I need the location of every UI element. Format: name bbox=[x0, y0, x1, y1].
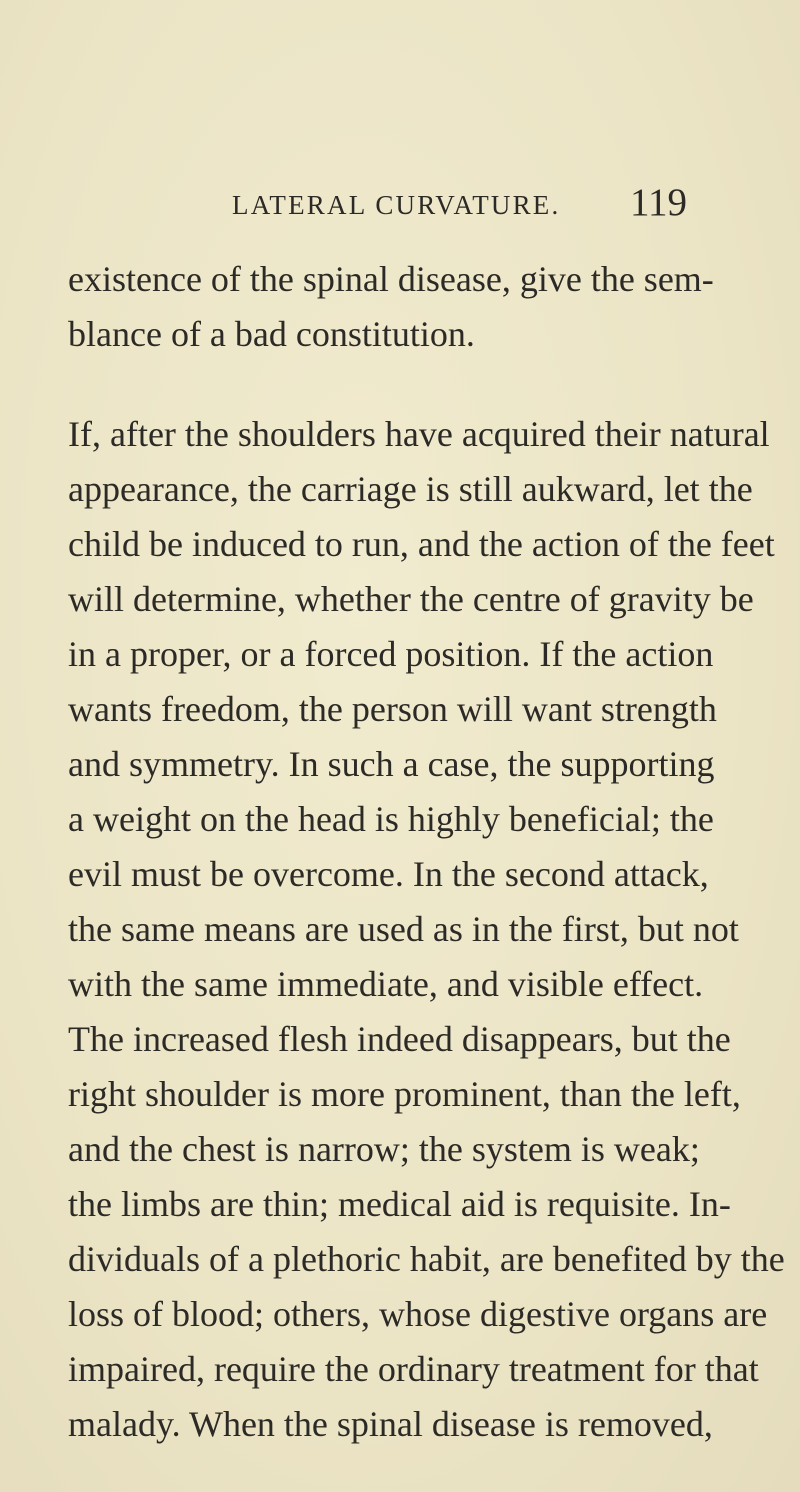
running-head bbox=[232, 180, 687, 224]
text-line: the same means are used as in the first, but not bbox=[68, 909, 739, 949]
text-line: The increased flesh indeed disappears, but the bbox=[68, 1019, 731, 1059]
text-line: will determine, whether the centre of gravity be bbox=[68, 579, 754, 619]
text-line: malady. When the spinal disease is removed, bbox=[68, 1404, 713, 1444]
text-line: loss of blood; others, whose digestive organs are bbox=[68, 1294, 768, 1334]
text-line: with the same immediate, and visible effect. bbox=[68, 964, 704, 1004]
text-line: existence of the spinal disease, give the sem- bbox=[68, 259, 714, 299]
page-number: 119 bbox=[629, 181, 687, 224]
running-head-title: LATERAL CURVATURE. bbox=[232, 190, 561, 220]
text-line: in a proper, or a forced position. If the action bbox=[68, 634, 714, 674]
text-line: the limbs are thin; medical aid is requisite. In- bbox=[68, 1184, 731, 1224]
text-line: appearance, the carriage is still aukward, let the bbox=[68, 469, 753, 509]
text-line: If, after the shoulders have acquired their natural bbox=[68, 414, 770, 454]
text-line: and the chest is narrow; the system is weak; bbox=[68, 1129, 700, 1169]
paragraph-gap bbox=[68, 362, 693, 407]
text-line: child be induced to run, and the action of the feet bbox=[68, 524, 775, 564]
paragraph bbox=[68, 252, 714, 362]
body-text bbox=[68, 252, 785, 1452]
text-line: a weight on the head is highly beneficial; the bbox=[68, 799, 714, 839]
text-line: dividuals of a plethoric habit, are benefited by the bbox=[68, 1239, 785, 1279]
text-line: wants freedom, the person will want strength bbox=[68, 689, 717, 729]
text-line: evil must be overcome. In the second attack, bbox=[68, 854, 709, 894]
text-line: impaired, require the ordinary treatment for that bbox=[68, 1349, 759, 1389]
text-line: and symmetry. In such a case, the supporting bbox=[68, 744, 715, 784]
text-line: blance of a bad constitution. bbox=[68, 314, 475, 354]
text-line: right shoulder is more prominent, than the left, bbox=[68, 1074, 741, 1114]
paragraph bbox=[68, 407, 785, 1452]
